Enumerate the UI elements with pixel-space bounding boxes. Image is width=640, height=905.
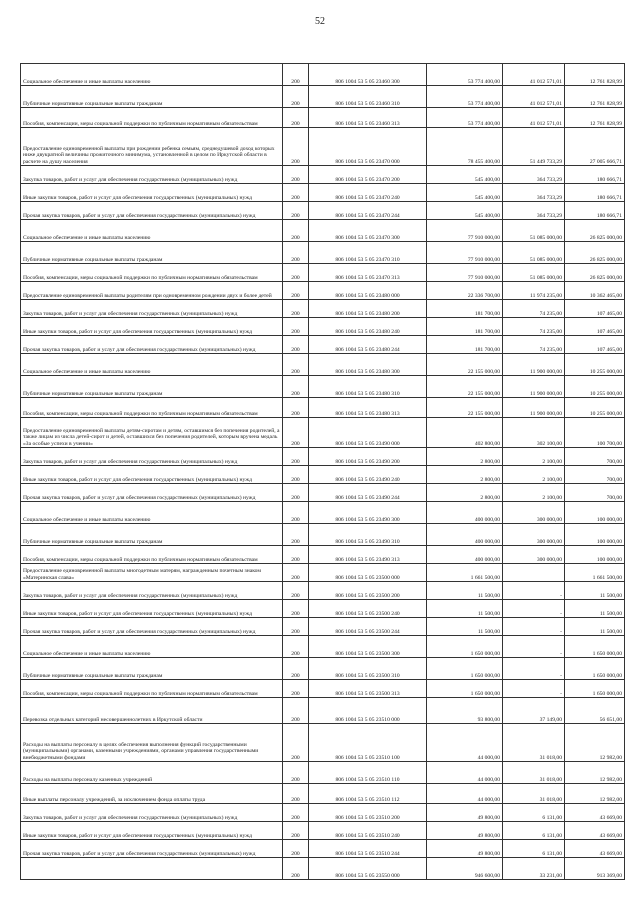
row-name-cell: Иные закупки товаров, работ и услуг для обеспечения государственных (муниципальных) нужд	[21, 184, 283, 202]
row-code-cell: 200	[283, 184, 309, 202]
row-code-cell: 200	[283, 398, 309, 418]
row-code-cell: 200	[283, 858, 309, 880]
row-rest-cell: 12 982,00	[565, 784, 625, 804]
row-kbk-cell: 806 1004 53 5 05 23470 244	[309, 202, 427, 220]
table-row	[21, 724, 625, 762]
table-row	[21, 784, 625, 804]
row-rest-cell: 12 982,00	[565, 724, 625, 762]
row-exec-cell: 6 131,00	[503, 822, 565, 840]
row-rest-cell: 27 005 666,71	[565, 128, 625, 166]
row-rest-cell: 10 362 465,00	[565, 282, 625, 300]
row-plan-cell: 2 800,00	[427, 466, 503, 484]
row-code-cell: 200	[283, 354, 309, 376]
row-exec-cell: 31 018,00	[503, 762, 565, 784]
row-exec-cell: 33 231,00	[503, 858, 565, 880]
row-kbk-cell: 806 1004 53 5 05 23510 200	[309, 804, 427, 822]
table-row	[21, 600, 625, 618]
row-name-cell: Иные закупки товаров, работ и услуг для обеспечения государственных (муниципальных) нужд	[21, 318, 283, 336]
row-kbk-cell: 806 1004 53 5 05 23460 313	[309, 108, 427, 128]
row-code-cell: 200	[283, 582, 309, 600]
table-row	[21, 220, 625, 242]
table-row	[21, 698, 625, 724]
row-rest-cell: 700,00	[565, 466, 625, 484]
row-code-cell: 200	[283, 564, 309, 582]
row-exec-cell: 2 100,00	[503, 448, 565, 466]
row-plan-cell: 1 650 000,00	[427, 636, 503, 658]
row-kbk-cell: 806 1004 53 5 05 23460 310	[309, 86, 427, 108]
row-code-cell: 200	[283, 264, 309, 282]
row-code-cell: 200	[283, 64, 309, 86]
row-kbk-cell: 806 1004 53 5 05 23510 112	[309, 784, 427, 804]
row-exec-cell: 41 012 571,01	[503, 64, 565, 86]
table-row	[21, 762, 625, 784]
row-plan-cell: 2 800,00	[427, 448, 503, 466]
row-name-cell: Публичные нормативные социальные выплаты гражданам	[21, 524, 283, 546]
row-name-cell: Публичные нормативные социальные выплаты гражданам	[21, 86, 283, 108]
row-plan-cell: 77 910 000,00	[427, 242, 503, 264]
row-name-cell: Социальное обеспечение и иные выплаты населению	[21, 220, 283, 242]
row-kbk-cell: 806 1004 53 5 05 23500 310	[309, 658, 427, 680]
row-code-cell: 200	[283, 300, 309, 318]
row-plan-cell: 2 800,00	[427, 484, 503, 502]
row-name-cell: Прочая закупка товаров, работ и услуг для обеспечения государственных (муниципальных) нужд	[21, 618, 283, 636]
row-plan-cell: 22 155 000,00	[427, 398, 503, 418]
table-row	[21, 166, 625, 184]
row-rest-cell: 180 666,71	[565, 166, 625, 184]
row-rest-cell: 180 666,71	[565, 202, 625, 220]
row-name-cell: Прочая закупка товаров, работ и услуг для обеспечения государственных (муниципальных) нужд	[21, 336, 283, 354]
table-row	[21, 354, 625, 376]
table-row	[21, 582, 625, 600]
row-plan-cell: 11 500,00	[427, 582, 503, 600]
row-rest-cell: 11 500,00	[565, 582, 625, 600]
row-plan-cell: 49 800,00	[427, 822, 503, 840]
row-plan-cell: 93 800,00	[427, 698, 503, 724]
row-plan-cell: 1 650 000,00	[427, 658, 503, 680]
row-rest-cell: 107 465,00	[565, 336, 625, 354]
row-kbk-cell: 806 1004 53 5 05 23500 200	[309, 582, 427, 600]
row-code-cell: 200	[283, 762, 309, 784]
row-code-cell: 200	[283, 502, 309, 524]
row-kbk-cell: 806 1004 53 5 05 23510 240	[309, 822, 427, 840]
row-name-cell: Закупка товаров, работ и услуг для обеспечения государственных (муниципальных) нужд	[21, 804, 283, 822]
table-row	[21, 336, 625, 354]
row-name-cell: Прочая закупка товаров, работ и услуг для обеспечения государственных (муниципальных) нужд	[21, 202, 283, 220]
row-rest-cell: 12 761 828,99	[565, 86, 625, 108]
row-exec-cell: 31 018,00	[503, 724, 565, 762]
row-plan-cell: 44 000,00	[427, 784, 503, 804]
row-kbk-cell: 806 1004 53 5 05 23490 000	[309, 418, 427, 448]
row-code-cell: 200	[283, 698, 309, 724]
table-row	[21, 376, 625, 398]
row-name-cell: Иные закупки товаров, работ и услуг для обеспечения государственных (муниципальных) нужд	[21, 600, 283, 618]
table-row	[21, 502, 625, 524]
row-exec-cell: 6 131,00	[503, 840, 565, 858]
row-code-cell: 200	[283, 658, 309, 680]
table-row	[21, 448, 625, 466]
row-plan-cell: 1 661 500,00	[427, 564, 503, 582]
row-rest-cell: 11 500,00	[565, 600, 625, 618]
row-code-cell: 200	[283, 600, 309, 618]
row-code-cell: 200	[283, 282, 309, 300]
table-row	[21, 658, 625, 680]
table-row	[21, 546, 625, 564]
row-rest-cell: 700,00	[565, 448, 625, 466]
table-row	[21, 398, 625, 418]
row-exec-cell: 51 449 733,29	[503, 128, 565, 166]
row-kbk-cell: 806 1004 53 5 05 23470 200	[309, 166, 427, 184]
row-exec-cell: 74 235,00	[503, 318, 565, 336]
table-row	[21, 64, 625, 86]
row-kbk-cell: 806 1004 53 5 05 23470 240	[309, 184, 427, 202]
row-rest-cell: 107 465,00	[565, 300, 625, 318]
row-kbk-cell: 806 1004 53 5 05 23470 313	[309, 264, 427, 282]
table-row	[21, 680, 625, 698]
row-plan-cell: 22 155 000,00	[427, 376, 503, 398]
row-code-cell: 200	[283, 220, 309, 242]
row-kbk-cell: 806 1004 53 5 05 23480 200	[309, 300, 427, 318]
row-exec-cell: -	[503, 658, 565, 680]
table-row	[21, 202, 625, 220]
table-row	[21, 264, 625, 282]
table-row	[21, 282, 625, 300]
row-name-cell: Предоставление единовременной выплаты многодетным матерям, награжденным почетным знаком «Материнская слава»	[21, 564, 283, 582]
row-name-cell: Закупка товаров, работ и услуг для обеспечения государственных (муниципальных) нужд	[21, 448, 283, 466]
row-rest-cell: 107 465,00	[565, 318, 625, 336]
row-plan-cell: 545 400,00	[427, 202, 503, 220]
row-rest-cell: 1 650 000,00	[565, 680, 625, 698]
row-rest-cell: 1 650 000,00	[565, 658, 625, 680]
row-name-cell: Расходы на выплаты персоналу казенных учреждений	[21, 762, 283, 784]
row-kbk-cell: 806 1004 53 5 05 23510 244	[309, 840, 427, 858]
row-exec-cell: 2 100,00	[503, 466, 565, 484]
row-kbk-cell: 806 1004 53 5 05 23460 300	[309, 64, 427, 86]
row-name-cell: Прочая закупка товаров, работ и услуг для обеспечения государственных (муниципальных) нужд	[21, 484, 283, 502]
row-plan-cell: 44 000,00	[427, 724, 503, 762]
row-name-cell: Социальное обеспечение и иные выплаты населению	[21, 636, 283, 658]
row-rest-cell: 180 666,71	[565, 184, 625, 202]
row-code-cell: 200	[283, 108, 309, 128]
row-kbk-cell: 806 1004 53 5 05 23490 244	[309, 484, 427, 502]
row-plan-cell: 22 155 000,00	[427, 354, 503, 376]
row-plan-cell: 181 700,00	[427, 336, 503, 354]
row-code-cell: 200	[283, 448, 309, 466]
row-code-cell: 200	[283, 840, 309, 858]
row-kbk-cell: 806 1004 53 5 05 23500 000	[309, 564, 427, 582]
row-plan-cell: 400 000,00	[427, 524, 503, 546]
row-plan-cell: 44 000,00	[427, 762, 503, 784]
row-rest-cell: 10 255 000,00	[565, 376, 625, 398]
row-plan-cell: 402 800,00	[427, 418, 503, 448]
table-row	[21, 184, 625, 202]
row-plan-cell: 11 500,00	[427, 600, 503, 618]
row-name-cell: Иные выплаты персоналу учреждений, за исключением фонда оплаты труда	[21, 784, 283, 804]
row-code-cell: 200	[283, 128, 309, 166]
row-kbk-cell: 806 1004 53 5 05 23490 200	[309, 448, 427, 466]
row-rest-cell: 56 651,00	[565, 698, 625, 724]
row-code-cell: 200	[283, 202, 309, 220]
row-kbk-cell: 806 1004 53 5 05 23470 300	[309, 220, 427, 242]
row-plan-cell: 22 336 700,00	[427, 282, 503, 300]
row-exec-cell: 41 012 571,01	[503, 108, 565, 128]
row-plan-cell: 53 774 400,00	[427, 64, 503, 86]
table-row	[21, 300, 625, 318]
row-plan-cell: 181 700,00	[427, 318, 503, 336]
row-name-cell: Прочая закупка товаров, работ и услуг для обеспечения государственных (муниципальных) нужд	[21, 840, 283, 858]
row-exec-cell: 11 900 000,00	[503, 376, 565, 398]
row-code-cell: 200	[283, 822, 309, 840]
row-rest-cell: 43 669,00	[565, 804, 625, 822]
row-rest-cell: 26 825 000,00	[565, 242, 625, 264]
row-code-cell: 200	[283, 466, 309, 484]
row-kbk-cell: 806 1004 53 5 05 23500 300	[309, 636, 427, 658]
row-exec-cell: 364 733,29	[503, 184, 565, 202]
row-plan-cell: 181 700,00	[427, 300, 503, 318]
row-name-cell: Социальное обеспечение и иные выплаты населению	[21, 64, 283, 86]
row-code-cell: 200	[283, 784, 309, 804]
row-rest-cell: 43 669,00	[565, 840, 625, 858]
table-row	[21, 128, 625, 166]
row-kbk-cell: 806 1004 53 5 05 23480 244	[309, 336, 427, 354]
row-rest-cell: 1 661 500,00	[565, 564, 625, 582]
row-exec-cell: -	[503, 582, 565, 600]
row-code-cell: 200	[283, 680, 309, 698]
row-code-cell: 200	[283, 336, 309, 354]
table-row	[21, 636, 625, 658]
row-exec-cell: 300 000,00	[503, 546, 565, 564]
row-plan-cell: 400 000,00	[427, 546, 503, 564]
row-code-cell: 200	[283, 418, 309, 448]
row-kbk-cell: 806 1004 53 5 05 23500 240	[309, 600, 427, 618]
row-name-cell: Закупка товаров, работ и услуг для обеспечения государственных (муниципальных) нужд	[21, 582, 283, 600]
row-exec-cell: 51 085 000,00	[503, 264, 565, 282]
row-rest-cell: 12 761 828,99	[565, 64, 625, 86]
row-plan-cell: 400 000,00	[427, 502, 503, 524]
table-row	[21, 86, 625, 108]
row-plan-cell: 53 774 400,00	[427, 108, 503, 128]
row-name-cell: Пособия, компенсации, меры социальной поддержки по публичным нормативным обязательствам	[21, 546, 283, 564]
row-kbk-cell: 806 1004 53 5 05 23470 310	[309, 242, 427, 264]
row-plan-cell: 78 455 400,00	[427, 128, 503, 166]
row-name-cell: Закупка товаров, работ и услуг для обеспечения государственных (муниципальных) нужд	[21, 300, 283, 318]
budget-execution-table	[20, 63, 625, 880]
row-plan-cell: 545 400,00	[427, 184, 503, 202]
row-exec-cell: 41 012 571,01	[503, 86, 565, 108]
row-kbk-cell: 806 1004 53 5 05 23470 000	[309, 128, 427, 166]
row-name-cell	[21, 858, 283, 880]
row-exec-cell: -	[503, 636, 565, 658]
row-plan-cell: 49 800,00	[427, 840, 503, 858]
row-kbk-cell: 806 1004 53 5 05 23490 240	[309, 466, 427, 484]
row-plan-cell: 49 800,00	[427, 804, 503, 822]
row-exec-cell: -	[503, 600, 565, 618]
table-row	[21, 804, 625, 822]
row-kbk-cell: 806 1004 53 5 05 23490 310	[309, 524, 427, 546]
row-exec-cell: 37 149,00	[503, 698, 565, 724]
row-plan-cell: 11 500,00	[427, 618, 503, 636]
row-kbk-cell: 806 1004 53 5 05 23490 300	[309, 502, 427, 524]
row-name-cell: Предоставление единовременной выплаты родителям при одновременном рождении двух и более детей	[21, 282, 283, 300]
row-kbk-cell: 806 1004 53 5 05 23550 000	[309, 858, 427, 880]
row-code-cell: 200	[283, 484, 309, 502]
row-rest-cell: 12 761 828,99	[565, 108, 625, 128]
row-name-cell: Перевозка отдельных категорий несовершеннолетних в Иркутской области	[21, 698, 283, 724]
row-rest-cell: 10 255 000,00	[565, 398, 625, 418]
row-plan-cell: 1 650 000,00	[427, 680, 503, 698]
row-plan-cell: 77 910 000,00	[427, 264, 503, 282]
row-rest-cell: 26 825 000,00	[565, 220, 625, 242]
row-exec-cell	[503, 564, 565, 582]
row-exec-cell: 300 000,00	[503, 502, 565, 524]
row-name-cell: Социальное обеспечение и иные выплаты населению	[21, 354, 283, 376]
row-exec-cell: 74 235,00	[503, 336, 565, 354]
row-name-cell: Иные закупки товаров, работ и услуг для обеспечения государственных (муниципальных) нужд	[21, 466, 283, 484]
row-code-cell: 200	[283, 376, 309, 398]
row-rest-cell: 26 825 000,00	[565, 264, 625, 282]
row-rest-cell: 100 700,00	[565, 418, 625, 448]
row-code-cell: 200	[283, 724, 309, 762]
table-row	[21, 564, 625, 582]
row-exec-cell: 302 100,00	[503, 418, 565, 448]
row-name-cell: Иные закупки товаров, работ и услуг для обеспечения государственных (муниципальных) нужд	[21, 822, 283, 840]
table-row	[21, 318, 625, 336]
table-row	[21, 840, 625, 858]
row-rest-cell: 12 982,00	[565, 762, 625, 784]
row-kbk-cell: 806 1004 53 5 05 23480 310	[309, 376, 427, 398]
row-plan-cell: 946 600,00	[427, 858, 503, 880]
row-kbk-cell: 806 1004 53 5 05 23500 244	[309, 618, 427, 636]
row-name-cell: Публичные нормативные социальные выплаты гражданам	[21, 376, 283, 398]
row-kbk-cell: 806 1004 53 5 05 23480 300	[309, 354, 427, 376]
row-exec-cell: 2 100,00	[503, 484, 565, 502]
row-rest-cell: 10 255 000,00	[565, 354, 625, 376]
table-row	[21, 858, 625, 880]
row-name-cell: Предоставление единовременной выплаты детям-сиротам и детям, оставшимся без попечения родителей, а также лицам из числа детей-сирот и детей, оставшихся без попечения родителей, которым вручена медаль «За особые успехи в учении»	[21, 418, 283, 448]
table-row	[21, 466, 625, 484]
row-code-cell: 200	[283, 546, 309, 564]
row-name-cell: Пособия, компенсации, меры социальной поддержки по публичным нормативным обязательствам	[21, 398, 283, 418]
row-exec-cell: 31 018,00	[503, 784, 565, 804]
row-rest-cell: 100 000,00	[565, 524, 625, 546]
table-row	[21, 108, 625, 128]
row-kbk-cell: 806 1004 53 5 05 23510 000	[309, 698, 427, 724]
row-exec-cell: 51 085 000,00	[503, 220, 565, 242]
row-exec-cell: -	[503, 680, 565, 698]
row-code-cell: 200	[283, 618, 309, 636]
table-row	[21, 618, 625, 636]
row-code-cell: 200	[283, 636, 309, 658]
row-kbk-cell: 806 1004 53 5 05 23500 313	[309, 680, 427, 698]
table-row	[21, 822, 625, 840]
row-plan-cell: 53 774 400,00	[427, 86, 503, 108]
row-name-cell: Пособия, компенсации, меры социальной поддержки по публичным нормативным обязательствам	[21, 108, 283, 128]
row-code-cell: 200	[283, 166, 309, 184]
row-name-cell: Расходы на выплаты персоналу в целях обеспечения выполнения функций государственными (муниципальными) органами, казенными учреждениями, органами управления государственными внебюджетными фондами	[21, 724, 283, 762]
row-plan-cell: 77 910 000,00	[427, 220, 503, 242]
row-kbk-cell: 806 1004 53 5 05 23480 000	[309, 282, 427, 300]
row-exec-cell: 11 974 235,00	[503, 282, 565, 300]
row-name-cell: Пособия, компенсации, меры социальной поддержки по публичным нормативным обязательствам	[21, 264, 283, 282]
row-exec-cell: 51 085 000,00	[503, 242, 565, 264]
row-name-cell: Закупка товаров, работ и услуг для обеспечения государственных (муниципальных) нужд	[21, 166, 283, 184]
row-exec-cell: 11 900 000,00	[503, 354, 565, 376]
row-rest-cell: 43 669,00	[565, 822, 625, 840]
table-row	[21, 242, 625, 264]
row-kbk-cell: 806 1004 53 5 05 23510 110	[309, 762, 427, 784]
row-kbk-cell: 806 1004 53 5 05 23480 240	[309, 318, 427, 336]
row-name-cell: Предоставление единовременной выплаты при рождении ребенка семьям, среднедушевой доход которых ниже двукратной величины прожиточного минимума, установленной в целом по Иркутской области в расчете на душу населения	[21, 128, 283, 166]
row-rest-cell: 11 500,00	[565, 618, 625, 636]
row-kbk-cell: 806 1004 53 5 05 23480 313	[309, 398, 427, 418]
table-body	[21, 64, 625, 880]
row-kbk-cell: 806 1004 53 5 05 23490 313	[309, 546, 427, 564]
row-rest-cell: 913 369,00	[565, 858, 625, 880]
table-row	[21, 524, 625, 546]
row-code-cell: 200	[283, 86, 309, 108]
row-rest-cell: 1 650 000,00	[565, 636, 625, 658]
row-exec-cell: 300 000,00	[503, 524, 565, 546]
row-code-cell: 200	[283, 242, 309, 264]
row-plan-cell: 545 400,00	[427, 166, 503, 184]
row-exec-cell: 11 900 000,00	[503, 398, 565, 418]
row-code-cell: 200	[283, 804, 309, 822]
row-code-cell: 200	[283, 524, 309, 546]
row-exec-cell: 364 733,29	[503, 166, 565, 184]
row-rest-cell: 100 000,00	[565, 502, 625, 524]
row-rest-cell: 100 000,00	[565, 546, 625, 564]
row-exec-cell: 364 733,29	[503, 202, 565, 220]
row-exec-cell: 6 131,00	[503, 804, 565, 822]
row-rest-cell: 700,00	[565, 484, 625, 502]
row-name-cell: Публичные нормативные социальные выплаты гражданам	[21, 658, 283, 680]
page-number: 52	[315, 16, 325, 27]
row-name-cell: Социальное обеспечение и иные выплаты населению	[21, 502, 283, 524]
table-row	[21, 418, 625, 448]
row-exec-cell: 74 235,00	[503, 300, 565, 318]
row-kbk-cell: 806 1004 53 5 05 23510 100	[309, 724, 427, 762]
table-row	[21, 484, 625, 502]
row-name-cell: Пособия, компенсации, меры социальной поддержки по публичным нормативным обязательствам	[21, 680, 283, 698]
row-name-cell: Публичные нормативные социальные выплаты гражданам	[21, 242, 283, 264]
row-exec-cell: -	[503, 618, 565, 636]
row-code-cell: 200	[283, 318, 309, 336]
